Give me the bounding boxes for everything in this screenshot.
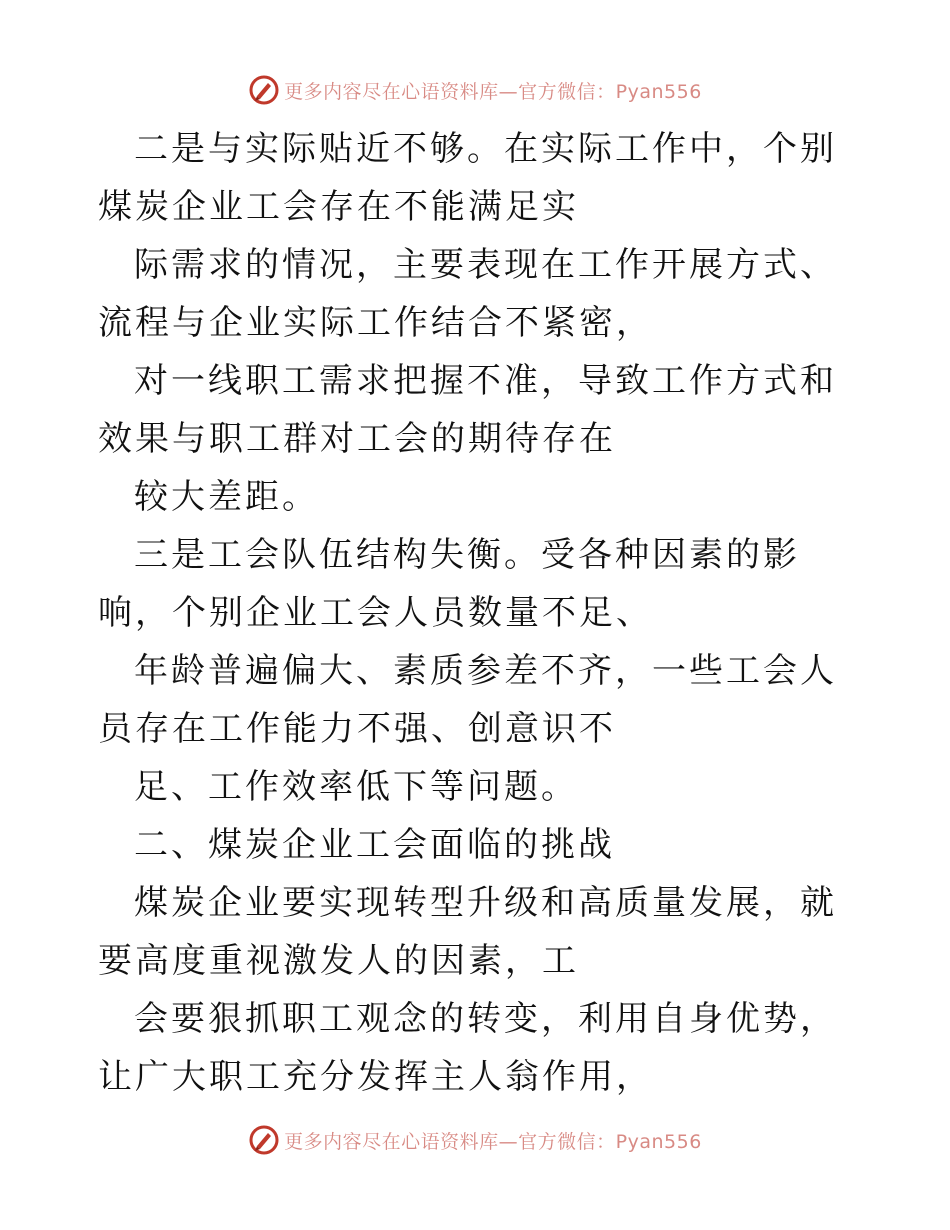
header-banner [0,70,950,110]
red-circle-pen-logo-icon [248,74,280,106]
footer-banner-text: 更多内容尽在心语资料库—官方微信：Pyan556 [284,1130,702,1153]
paragraph: 煤炭企业要实现转型升级和高质量发展，就要高度重视激发人的因素，工 [98,883,837,981]
red-circle-pen-logo-icon [248,1124,280,1156]
paragraph: 三是工会队伍结构失衡。受各种因素的影响，个别企业工会人员数量不足、 [98,535,800,633]
footer-banner [0,1120,950,1160]
section-heading: 二、煤炭企业工会面临的挑战 [134,825,615,865]
header-banner-text: 更多内容尽在心语资料库—官方微信：Pyan556 [284,80,702,103]
paragraph: 对一线职工需求把握不准，导致工作方式和效果与职工群对工会的期待存在 [98,361,837,459]
paragraph: 际需求的情况，主要表现在工作开展方式、流程与企业实际工作结合不紧密， [98,245,837,343]
paragraph: 较大差距。 [134,477,319,517]
paragraph: 年龄普遍偏大、素质参差不齐，一些工会人员存在工作能力不强、创意识不 [98,651,837,749]
paragraph: 会要狠抓职工观念的转变，利用自身优势，让广大职工充分发挥主人翁作用， [98,999,837,1097]
paragraph: 足、工作效率低下等问题。 [134,767,578,807]
paragraph: 二是与实际贴近不够。在实际工作中，个别煤炭企业工会存在不能满足实 [98,129,837,227]
document-body [98,120,858,1106]
